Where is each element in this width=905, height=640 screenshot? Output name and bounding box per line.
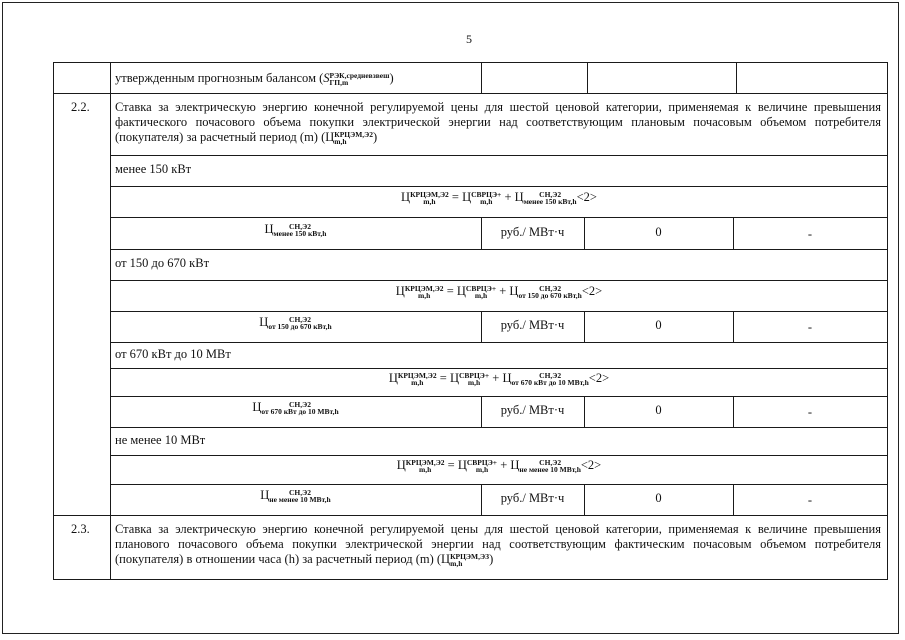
band-unit: руб./ МВт·ч: [500, 318, 565, 332]
band-unit: руб./ МВт·ч: [500, 403, 565, 417]
band-value2: -: [807, 320, 813, 334]
band-param: Ц СН,Э2 от 150 до 670 кВт,h: [259, 314, 332, 332]
sec-2-2-text: Ставка за электрическую энергию конечной регулируемой цены для шестой ценовой категории, применяемая к величине превышения фактического почасового объема покупки электрической энергии над соответствующим плановым почасовым объемом потребителя (покупателя) за расчетный период (m) (Ц КРЦЭМ,Э2 m,h ): [115, 100, 881, 147]
band-value2: -: [807, 493, 813, 507]
band-label: не менее 10 МВт: [115, 433, 206, 447]
band-value2: -: [807, 405, 813, 419]
band-value: 0: [655, 225, 662, 239]
band-param: Ц СН,Э2 не менее 10 МВт,h: [260, 487, 331, 505]
band-label: от 150 до 670 кВт: [115, 256, 210, 270]
sec-2-3-number: 2.3.: [71, 522, 90, 536]
band-value: 0: [655, 491, 662, 505]
band-formula: Ц КРЦЭМ,Э2 m,h = Ц СВРЦЭ+ m,h + Ц СН,Э2 не менее 10 МВт,h <2>: [396, 457, 602, 475]
band-value2: -: [807, 227, 813, 241]
band-label: от 670 кВт до 10 МВт: [115, 347, 231, 361]
band-formula: Ц КРЦЭМ,Э2 m,h = Ц СВРЦЭ+ m,h + Ц СН,Э2 менее 150 кВт,h <2>: [401, 189, 597, 207]
band-label: менее 150 кВт: [115, 162, 192, 176]
band-param: Ц СН,Э2 менее 150 кВт,h: [264, 221, 327, 239]
band-value: 0: [655, 318, 662, 332]
band-unit: руб./ МВт·ч: [500, 225, 565, 239]
band-param: Ц СН,Э2 от 670 кВт до 10 МВт,h: [252, 399, 339, 417]
page-number: 5: [466, 32, 472, 46]
band-unit: руб./ МВт·ч: [500, 491, 565, 505]
row-top-text: утвержденным прогнозным балансом (S РЭК,средневзвеш ГП,m ): [115, 70, 394, 88]
band-formula: Ц КРЦЭМ,Э2 m,h = Ц СВРЦЭ+ m,h + Ц СН,Э2 от 670 кВт до 10 МВт,h <2>: [388, 370, 610, 388]
sec-2-2-number: 2.2.: [71, 100, 90, 114]
sec-2-3-text: Ставка за электрическую энергию конечной регулируемой цены для шестой ценовой категории, применяемая к величине превышения планового почасового объема покупки электрической энергии над соответствующим фактическим почасовым объемом потребителя (покупателя) в отношении часа (h) за расчетный период (m) (Ц КРЦЭМ,ЭЗ m,h ): [115, 522, 881, 569]
band-formula: Ц КРЦЭМ,Э2 m,h = Ц СВРЦЭ+ m,h + Ц СН,Э2 от 150 до 670 кВт,h <2>: [395, 283, 603, 301]
band-value: 0: [655, 403, 662, 417]
